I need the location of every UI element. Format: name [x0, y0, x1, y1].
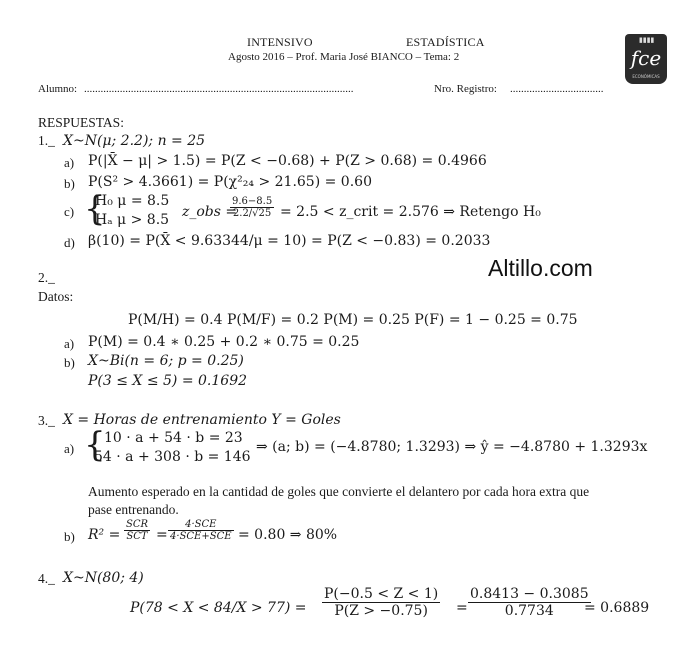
q3-b-num1: SCR: [126, 519, 149, 530]
q3-a-equation2: 54 · a + 308 · b = 146: [94, 449, 251, 465]
q3-a-label: a): [64, 441, 75, 456]
q1-label: 1._: [38, 133, 55, 148]
registro-dots: ..................................: [510, 83, 604, 95]
q4-label: 4._: [38, 571, 55, 586]
q4-fraction2: [468, 586, 591, 619]
logo-text: fce: [630, 46, 662, 70]
respuestas-heading: RESPUESTAS:: [38, 115, 124, 130]
q3-b-fraction1: [124, 519, 150, 542]
q2-b-line1: X~Bi(n = 6; p = 0.25): [88, 353, 244, 369]
q1-statement: X~N(μ; 2.2); n = 25: [63, 133, 206, 149]
q3-explanation-line2: pase entrenando.: [88, 502, 179, 517]
q1-a-label: a): [64, 155, 75, 170]
logo-columns-icon: ▮▮▮▮: [639, 36, 655, 44]
header-title-right: ESTADÍSTICA: [406, 35, 485, 49]
q4-num1: P(−0.5 < Z < 1): [324, 586, 439, 602]
q1-b-label: b): [64, 176, 75, 191]
header-title-left: INTENSIVO: [247, 35, 313, 49]
q3-b-result: = 0.80 ⇒ 80%: [238, 527, 338, 543]
alumno-label: Alumno:: [38, 83, 78, 95]
q3-b-r2: R² =: [88, 527, 121, 543]
header-subtitle: Agosto 2016 – Prof. Maria José BIANCO – Tema: 2: [228, 51, 460, 63]
q1-c-zobs: z_obs =: [182, 204, 238, 220]
q1-a-answer: P(|X̄ − μ| > 1.5) = P(Z < −0.68) + P(Z > 0.68) = 0.4966: [88, 153, 487, 169]
q3-a-equation1: 10 · a + 54 · b = 23: [104, 430, 243, 446]
q4-result: = 0.6889: [584, 600, 650, 616]
q2-datos-label: Datos:: [38, 289, 74, 304]
q1-c-brace: {: [84, 189, 106, 229]
q3-explanation-line1: Aumento esperado en la cantidad de goles que convierte el delantero por cada hora extra que: [88, 484, 590, 499]
q4-num2: 0.8413 − 0.3085: [470, 586, 589, 602]
alumno-dots: ..................................................................................................: [84, 83, 354, 95]
q4-lhs: P(78 < X < 84/X > 77) =: [130, 600, 307, 616]
q1-b-answer: P(S² > 4.3661) = P(χ²₂₄ > 21.65) = 0.60: [88, 174, 372, 190]
q2-b-label: b): [64, 355, 75, 370]
q1-c-label: c): [64, 204, 75, 219]
q4-equals: =: [456, 600, 468, 616]
q1-c-h0: H₀ μ = 8.5: [95, 193, 170, 209]
fce-logo: [625, 34, 667, 84]
q1-c-ha: Hₐ μ > 8.5: [95, 212, 170, 228]
q4-den1: P(Z > −0.75): [334, 603, 428, 619]
q2-label: 2._: [38, 270, 55, 285]
q3-b-den1: SCT: [126, 531, 148, 542]
q2-b-line2: P(3 ≤ X ≤ 5) = 0.1692: [88, 373, 248, 389]
q3-b-equals: =: [156, 527, 168, 543]
q3-a-brace: {: [84, 425, 106, 465]
q2-datos-equation: P(M/H) = 0.4 P(M/F) = 0.2 P(M) = 0.25 P(F) = 1 − 0.25 = 0.75: [128, 312, 578, 328]
q1-d-label: d): [64, 235, 75, 250]
q2-a-label: a): [64, 336, 75, 351]
q3-a-result: ⇒ (a; b) = (−4.8780; 1.3293) ⇒ ŷ = −4.8780 + 1.3293x: [256, 439, 648, 455]
q3-statement: X = Horas de entrenamiento Y = Goles: [63, 412, 341, 428]
q3-b-num2: 4·SCE: [168, 519, 234, 531]
q4-den2: 0.7734: [504, 603, 554, 619]
q3-label: 3._: [38, 413, 55, 428]
q4-fraction1: [322, 586, 440, 619]
q3-b-fraction2: [168, 519, 234, 542]
q3-b-label: b): [64, 529, 75, 544]
q4-statement: X~N(80; 4): [63, 570, 144, 586]
q1-c-denominator: 2.2/√25: [232, 208, 272, 219]
q2-a-answer: P(M) = 0.4 ∗ 0.25 + 0.2 ∗ 0.75 = 0.25: [88, 334, 360, 350]
q1-c-result: = 2.5 < z_crit = 2.576 ⇒ Retengo H₀: [280, 204, 541, 220]
q3-b-den2: 4·SCE+SCE: [170, 531, 232, 542]
q1-c-fraction: [230, 196, 274, 219]
q1-d-answer: β(10) = P(X̄ < 9.63344/μ = 10) = P(Z < −0.83) = 0.2033: [88, 233, 491, 249]
watermark: Altillo.com: [488, 255, 593, 281]
logo-subtext: ECONÓMICAS: [632, 74, 660, 79]
q1-c-numerator: 9.6−8.5: [232, 196, 273, 207]
registro-label: Nro. Registro:: [434, 83, 497, 95]
